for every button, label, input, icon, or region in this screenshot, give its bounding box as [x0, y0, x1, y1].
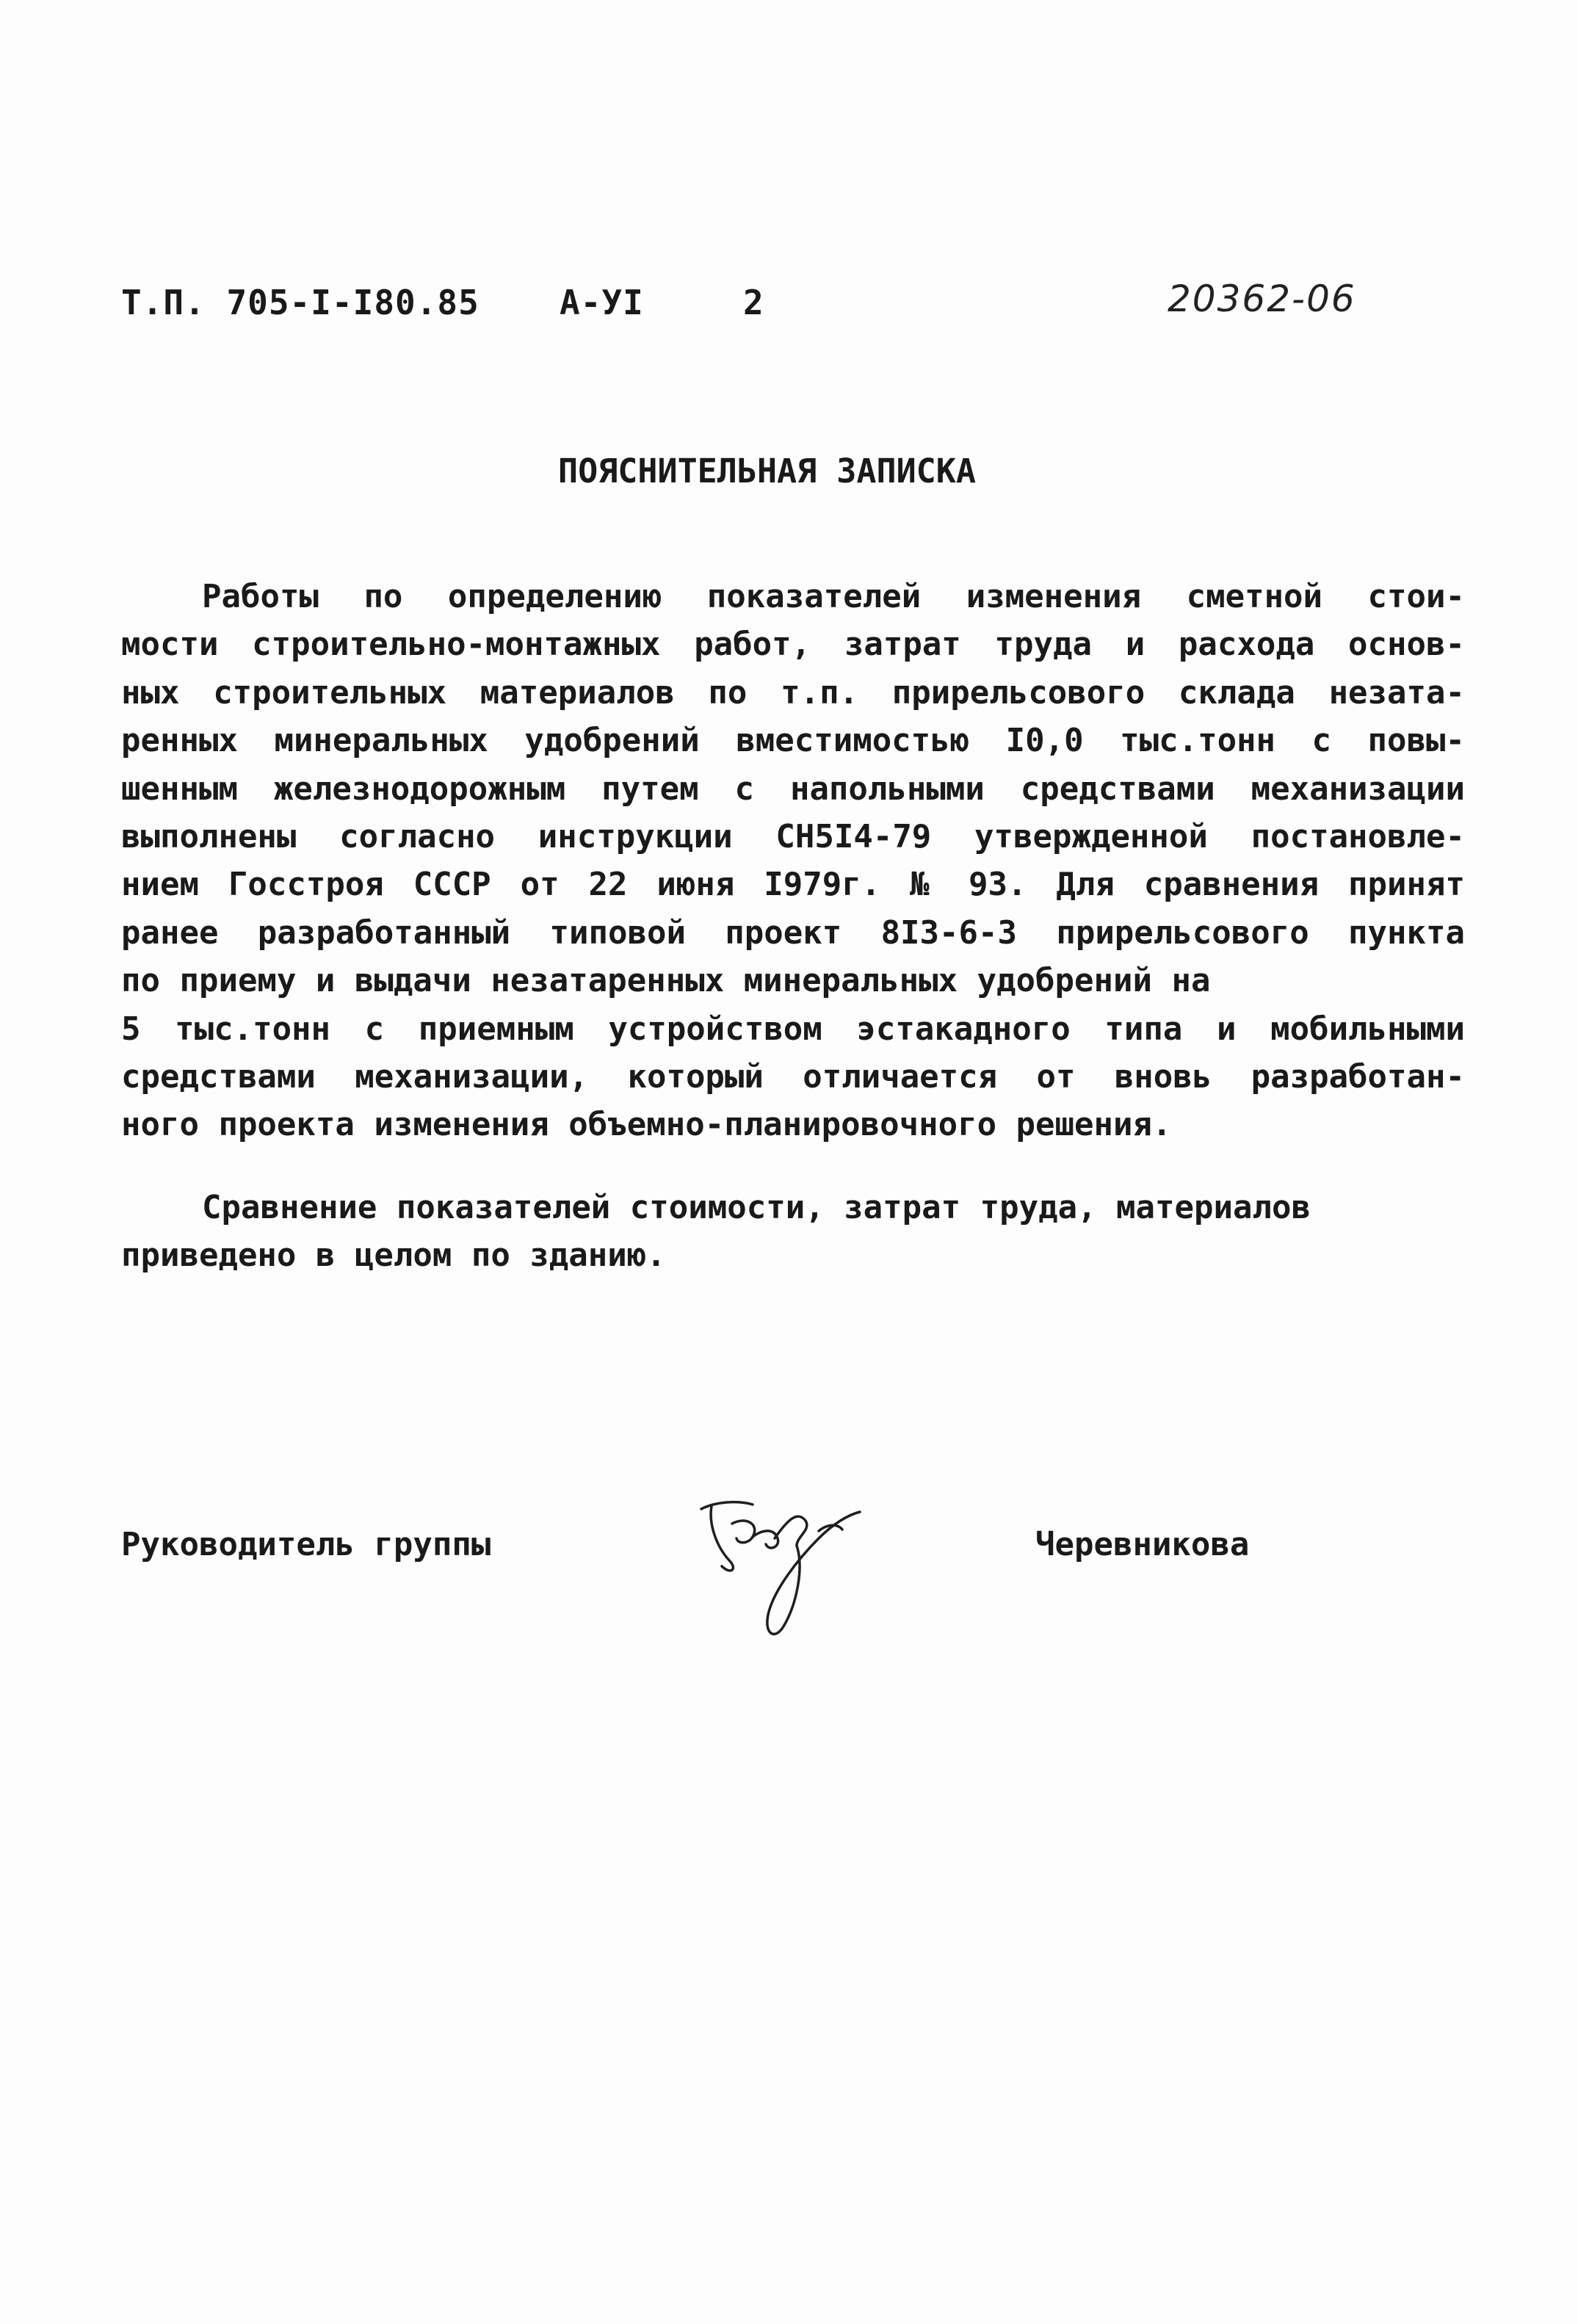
text-line: 5 тыс.тонн с приемным устройством эстакадного типа и мобильными: [121, 1010, 1465, 1048]
text-line: Работы по определению показателей изменения сметной стои-: [202, 578, 1465, 615]
text-line: ного проекта изменения объемно-планировочного решения.: [121, 1106, 1172, 1144]
text-line: по приему и выдачи незатаренных минеральных удобрений на: [121, 962, 1211, 1000]
page-number: 2: [743, 283, 764, 322]
sheet-code: А-УI: [560, 283, 644, 322]
signatory-name: Черевникова: [1035, 1526, 1250, 1563]
text-line: средствами механизации, который отличается от вновь разработан-: [121, 1057, 1465, 1096]
handwritten-signature: [687, 1480, 877, 1648]
paragraph-main: [121, 573, 1465, 1149]
text-line: шенным железнодорожным путем с напольными средствами механизации: [121, 770, 1465, 808]
text-line: ных строительных материалов по т.п. прирельсового склада незата-: [121, 673, 1465, 712]
text-line: приведено в целом по зданию.: [121, 1237, 666, 1275]
text-line: выполнены согласно инструкции СН5I4-79 утвержденной постановле-: [121, 817, 1465, 855]
paragraph-comparison: [121, 1184, 1465, 1280]
text-line: ранее разработанный типовой проект 8I3-6-3 прирельсового пункта: [121, 913, 1465, 952]
inventory-number: 20362-06: [1168, 278, 1356, 320]
text-line: ренных минеральных удобрений вместимостью I0,0 тыс.тонн с повы-: [121, 722, 1465, 760]
document-title: [0, 452, 1578, 490]
document-number: Т.П. 705-I-I80.85: [121, 283, 479, 322]
text-line: Сравнение показателей стоимости, затрат труда, материалов: [202, 1189, 1311, 1226]
text-line: нием Госстроя СССР от 22 июня I979г. № 93. Для сравнения принят: [121, 866, 1465, 904]
document-title-text: ПОЯСНИТЕЛЬНАЯ ЗАПИСКА: [558, 452, 976, 490]
signature-role-label: Руководитель группы: [121, 1526, 491, 1563]
text-line: мости строительно-монтажных работ, затрат труда и расхода основ-: [121, 626, 1465, 664]
